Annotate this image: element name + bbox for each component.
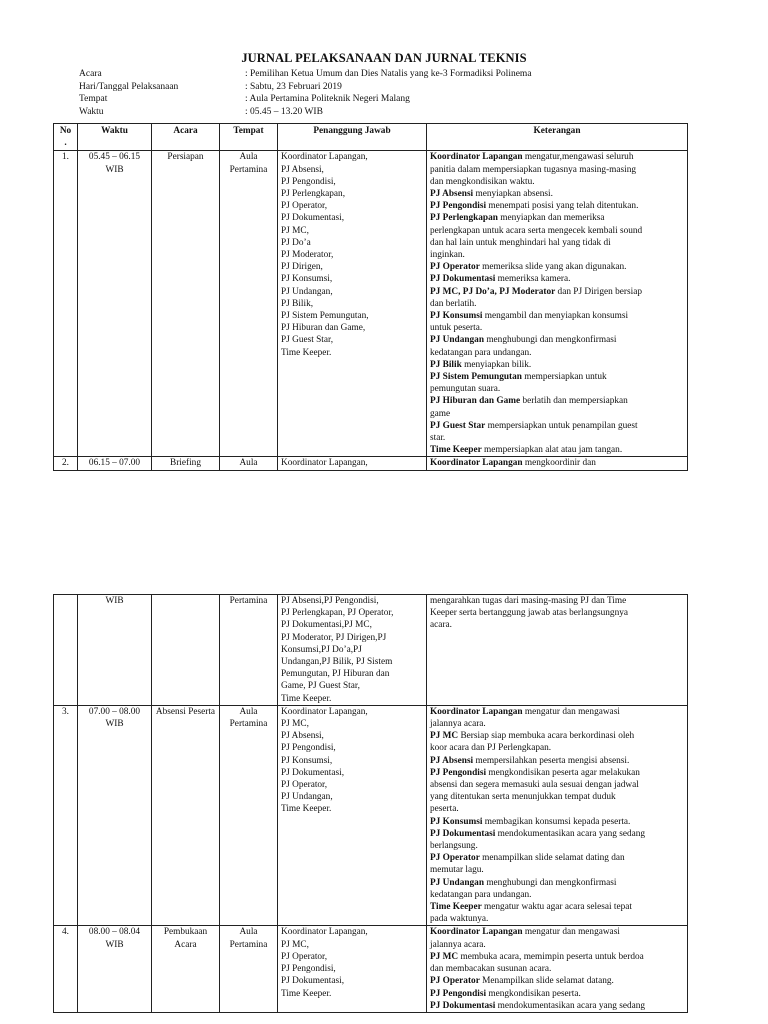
cell-waktu bbox=[78, 705, 152, 926]
pj-line: Time Keeper. bbox=[281, 804, 332, 815]
keterangan-line: dan mengkondisikan waktu. bbox=[430, 176, 535, 187]
waktu-line: WIB bbox=[105, 719, 124, 730]
pj-line: PJ Pengondisi, bbox=[281, 743, 336, 754]
keterangan-line: game bbox=[430, 408, 451, 419]
keterangan-line: PJ MC membuka acara, memimpin peserta untuk berdoa bbox=[430, 951, 644, 962]
keterangan-role: PJ Absensi bbox=[430, 189, 474, 200]
cell-acara: Absensi Peserta bbox=[152, 705, 220, 926]
cell-tempat bbox=[220, 705, 278, 926]
pj-line: Koordinator Lapangan, bbox=[281, 152, 368, 163]
waktu-line: WIB bbox=[105, 164, 124, 175]
keterangan-line: acara. bbox=[430, 620, 452, 631]
keterangan-line: Koordinator Lapangan mengatur dan mengawasi bbox=[430, 706, 620, 717]
pj-line: Koordinator Lapangan, bbox=[281, 458, 368, 469]
table-row bbox=[54, 151, 688, 457]
meta-value: : Aula Pertamina Politeknik Negeri Malang bbox=[245, 94, 410, 104]
keterangan-line: PJ Perlengkapan menyiapkan dan memeriksa bbox=[430, 213, 605, 224]
header-acara: Acara bbox=[152, 124, 220, 151]
keterangan-role: PJ Pengondisi bbox=[430, 201, 487, 212]
keterangan-line: PJ Dokumentasi memeriksa kamera. bbox=[430, 274, 571, 285]
pj-line: PJ Perlengkapan, bbox=[281, 189, 346, 200]
cell-tempat bbox=[220, 151, 278, 457]
keterangan-role: Koordinator Lapangan bbox=[430, 927, 523, 938]
meta-label: Waktu bbox=[79, 106, 104, 117]
cell-keterangan bbox=[427, 595, 688, 706]
cell-no: 3. bbox=[54, 705, 78, 926]
cell-penanggung-jawab bbox=[278, 705, 427, 926]
table-row bbox=[54, 926, 688, 1012]
pj-line: PJ Dokumentasi, bbox=[281, 976, 345, 987]
keterangan-line: mengarahkan tugas dari masing-masing PJ dan Time bbox=[430, 596, 627, 606]
pj-line: PJ Dokumentasi, bbox=[281, 213, 345, 224]
meta-value: : 05.45 – 13.20 WIB bbox=[245, 106, 323, 117]
tempat-line: Aula bbox=[239, 458, 258, 469]
keterangan-line: star. bbox=[430, 433, 446, 444]
cell-no: 1. bbox=[54, 151, 78, 457]
tempat-line: Pertamina bbox=[229, 719, 268, 730]
keterangan-line: dan hal lain untuk menghindari hal yang tidak di bbox=[430, 237, 611, 248]
pj-line: Time Keeper. bbox=[281, 988, 332, 999]
keterangan-line: Keeper serta bertanggung jawab atas berlangsungnya bbox=[430, 608, 628, 619]
keterangan-role: PJ Operator bbox=[430, 976, 480, 987]
keterangan-role: PJ Hiburan dan Game bbox=[430, 396, 521, 407]
pj-line: Game, PJ Guest Star, bbox=[281, 681, 360, 692]
cell-penanggung-jawab bbox=[278, 926, 427, 1012]
cell-tempat bbox=[220, 457, 278, 470]
keterangan-line: absensi dan segera memasuki aula sesuai dengan jadwal bbox=[430, 780, 639, 791]
table-row bbox=[54, 595, 688, 706]
keterangan-line: peserta. bbox=[430, 804, 459, 815]
waktu-line: 06.15 – 07.00 bbox=[88, 458, 141, 469]
keterangan-line: PJ Dokumentasi mendokumentasikan acara yang sedang bbox=[430, 1000, 646, 1011]
waktu-line: 07.00 – 08.00 bbox=[88, 706, 141, 717]
journal-table-page2 bbox=[53, 594, 688, 1013]
keterangan-role: PJ MC bbox=[430, 951, 459, 962]
cell-no: 4. bbox=[54, 926, 78, 1012]
waktu-line: 05.45 – 06.15 bbox=[88, 152, 141, 163]
keterangan-line: kedatangan para undangan. bbox=[430, 889, 532, 900]
meta-label: Tempat bbox=[79, 94, 108, 104]
cell-penanggung-jawab bbox=[278, 151, 427, 457]
keterangan-role: PJ Operator bbox=[430, 853, 480, 864]
pj-line: PJ Guest Star, bbox=[281, 335, 334, 346]
cell-tempat bbox=[220, 595, 278, 706]
keterangan-line: PJ Konsumsi membagikan konsumsi kepada peserta. bbox=[430, 816, 631, 827]
keterangan-role: Koordinator Lapangan bbox=[430, 706, 523, 717]
keterangan-line: PJ Operator Menampilkan slide selamat datang. bbox=[430, 976, 614, 987]
keterangan-line: dan membacakan susunan acara. bbox=[430, 964, 552, 975]
cell-waktu bbox=[78, 151, 152, 457]
pj-line: Time Keeper. bbox=[281, 693, 332, 704]
keterangan-line: PJ MC Bersiap siap membuka acara berkordinasi oleh bbox=[430, 731, 635, 742]
document-title: JURNAL PELAKSANAAN DAN JURNAL TEKNIS bbox=[241, 51, 527, 65]
pj-line: Konsumsi,PJ Do’a,PJ bbox=[281, 644, 362, 655]
pj-line: PJ Absensi,PJ Pengondisi, bbox=[281, 596, 379, 606]
table-header-row bbox=[54, 124, 688, 151]
pj-line: Time Keeper. bbox=[281, 347, 332, 358]
keterangan-role: PJ Sistem Pemungutan bbox=[430, 372, 522, 383]
pj-line: PJ Operator, bbox=[281, 201, 328, 212]
keterangan-line: panitia dalam mempersiapkan tugasnya masing-masing bbox=[430, 164, 637, 175]
pj-line: PJ Konsumsi, bbox=[281, 755, 333, 766]
tempat-line: Aula bbox=[239, 927, 258, 938]
keterangan-line: PJ Operator menampilkan slide selamat dating dan bbox=[430, 853, 625, 864]
keterangan-line: yang ditentukan serta menunjukkan tempat duduk bbox=[430, 792, 616, 803]
pj-line: Koordinator Lapangan, bbox=[281, 706, 368, 717]
pj-line: PJ Moderator, bbox=[281, 250, 334, 261]
keterangan-line: PJ Undangan menghubungi dan mengkonfirmasi bbox=[430, 335, 617, 346]
cell-penanggung-jawab bbox=[278, 457, 427, 470]
keterangan-line: pemungutan suara. bbox=[430, 384, 501, 395]
cell-waktu bbox=[78, 595, 152, 706]
cell-waktu bbox=[78, 457, 152, 470]
keterangan-role: Koordinator Lapangan bbox=[430, 152, 523, 163]
cell-no bbox=[54, 595, 78, 706]
keterangan-role: PJ Dokumentasi bbox=[430, 828, 496, 839]
keterangan-line: dan berlatih. bbox=[430, 298, 477, 309]
cell-acara: Briefing bbox=[152, 457, 220, 470]
keterangan-line: inginkan. bbox=[430, 250, 465, 261]
keterangan-role: PJ Dokumentasi bbox=[430, 274, 496, 285]
pj-line: Undangan,PJ Bilik, PJ Sistem bbox=[281, 657, 393, 668]
table-row bbox=[54, 457, 688, 470]
keterangan-role: PJ Guest Star bbox=[430, 420, 486, 431]
keterangan-line: PJ Pengondisi mengkondisikan peserta. bbox=[430, 988, 581, 999]
tempat-line: Aula bbox=[239, 152, 258, 163]
keterangan-line: koor acara dan PJ Perlengkapan. bbox=[430, 743, 552, 754]
keterangan-role: PJ Konsumsi bbox=[430, 311, 483, 322]
pj-line: PJ MC, bbox=[281, 719, 309, 730]
cell-acara: Persiapan bbox=[152, 151, 220, 457]
keterangan-role: PJ Pengondisi bbox=[430, 767, 487, 778]
meta-value: : Sabtu, 23 Februari 2019 bbox=[245, 81, 342, 92]
keterangan-role: PJ Konsumsi bbox=[430, 816, 483, 827]
waktu-line: 08.00 – 08.04 bbox=[88, 927, 141, 938]
pj-line: PJ Operator, bbox=[281, 780, 328, 791]
meta-value: : Pemilihan Ketua Umum dan Dies Natalis yang ke-3 Formadiksi Polinema bbox=[245, 69, 532, 79]
pj-line: PJ Operator, bbox=[281, 951, 328, 962]
pj-line: PJ Moderator, PJ Dirigen,PJ bbox=[281, 632, 387, 643]
pj-line: PJ Sistem Pemungutan, bbox=[281, 311, 369, 322]
keterangan-role: PJ MC, PJ Do’a, PJ Moderator bbox=[430, 286, 556, 297]
keterangan-role: PJ Pengondisi bbox=[430, 988, 487, 999]
keterangan-role: PJ Perlengkapan bbox=[430, 213, 498, 224]
pj-line: PJ Pengondisi, bbox=[281, 964, 336, 975]
keterangan-role: PJ Undangan bbox=[430, 877, 484, 888]
pj-line: PJ MC, bbox=[281, 939, 309, 950]
pj-line: PJ Dokumentasi,PJ MC, bbox=[281, 620, 372, 631]
keterangan-role: PJ Dokumentasi bbox=[430, 1000, 496, 1011]
keterangan-line: Koordinator Lapangan mengatur dan mengawasi bbox=[430, 927, 620, 938]
pj-line: PJ Bilik, bbox=[281, 298, 314, 309]
meta-label: Acara bbox=[79, 69, 102, 79]
keterangan-line: PJ Guest Star mempersiapkan untuk penampilan guest bbox=[430, 420, 638, 431]
pj-line: PJ Absensi, bbox=[281, 731, 324, 742]
keterangan-line: PJ Dokumentasi mendokumentasikan acara yang sedang bbox=[430, 828, 646, 839]
header-tempat: Tempat bbox=[220, 124, 278, 151]
cell-penanggung-jawab bbox=[278, 595, 427, 706]
pj-line: Pemungutan, PJ Hiburan dan bbox=[281, 669, 390, 680]
keterangan-line: berlangsung. bbox=[430, 841, 478, 852]
meta-row bbox=[79, 68, 532, 81]
keterangan-line: PJ Pengondisi mengkondisikan peserta agar melakukan bbox=[430, 767, 640, 778]
keterangan-line: PJ Sistem Pemungutan mempersiapkan untuk bbox=[430, 372, 607, 383]
pj-line: PJ Dokumentasi, bbox=[281, 767, 345, 778]
keterangan-line: PJ Bilik menyiapkan bilik. bbox=[430, 359, 532, 370]
keterangan-line: kedatangan para undangan. bbox=[430, 347, 532, 358]
pj-line: PJ Absensi, bbox=[281, 164, 324, 175]
pj-line: PJ Undangan, bbox=[281, 792, 333, 803]
tempat-line: Pertamina bbox=[229, 939, 268, 950]
keterangan-line: perlengkapan untuk acara serta mengecek kembali sound bbox=[430, 225, 643, 236]
cell-no: 2. bbox=[54, 457, 78, 470]
keterangan-line: PJ Absensi mempersilahkan peserta mengisi absensi. bbox=[430, 755, 630, 766]
cell-keterangan bbox=[427, 151, 688, 457]
keterangan-role: PJ Absensi bbox=[430, 755, 474, 766]
pj-line: PJ Perlengkapan, PJ Operator, bbox=[281, 608, 394, 619]
keterangan-line: Time Keeper mengatur waktu agar acara selesai tepat bbox=[430, 902, 632, 913]
keterangan-line: PJ Konsumsi mengambil dan menyiapkan konsumsi bbox=[430, 311, 629, 322]
keterangan-line: jalannya acara. bbox=[430, 719, 486, 730]
tempat-line: Aula bbox=[239, 706, 258, 717]
keterangan-line: Koordinator Lapangan mengkoordinir dan bbox=[430, 458, 596, 469]
header-no: No . bbox=[54, 124, 78, 151]
keterangan-line: PJ Operator memeriksa slide yang akan digunakan. bbox=[430, 262, 627, 273]
keterangan-role: Koordinator Lapangan bbox=[430, 458, 523, 469]
journal-table-page1 bbox=[53, 123, 688, 471]
keterangan-line: PJ Absensi menyiapkan absensi. bbox=[430, 189, 553, 200]
waktu-line: WIB bbox=[105, 596, 124, 606]
keterangan-role: PJ Operator bbox=[430, 262, 480, 273]
pj-line: PJ MC, bbox=[281, 225, 309, 236]
keterangan-role: PJ Bilik bbox=[430, 359, 462, 370]
keterangan-line: pada waktunya. bbox=[430, 914, 489, 925]
pj-line: Koordinator Lapangan, bbox=[281, 927, 368, 938]
meta-label: Hari/Tanggal Pelaksanaan bbox=[79, 81, 179, 92]
keterangan-role: PJ MC bbox=[430, 731, 459, 742]
event-meta bbox=[79, 68, 532, 118]
header-keterangan: Keterangan bbox=[427, 124, 688, 151]
tempat-line: Pertamina bbox=[229, 164, 268, 175]
keterangan-line: Time Keeper mempersiapkan alat atau jam tangan. bbox=[430, 445, 623, 456]
keterangan-role: Time Keeper bbox=[430, 902, 482, 913]
waktu-line: WIB bbox=[105, 939, 124, 950]
header-penanggung-jawab: Penanggung Jawab bbox=[278, 124, 427, 151]
keterangan-line: PJ Hiburan dan Game berlatih dan mempersiapkan bbox=[430, 396, 628, 407]
keterangan-line: PJ MC, PJ Do’a, PJ Moderator dan PJ Dirigen bersiap bbox=[430, 286, 642, 297]
keterangan-line: jalannya acara. bbox=[430, 939, 486, 950]
cell-acara bbox=[152, 595, 220, 706]
pj-line: PJ Do’a bbox=[281, 237, 311, 248]
pj-line: PJ Konsumsi, bbox=[281, 274, 333, 285]
cell-acara: Pembukaan Acara bbox=[152, 926, 220, 1012]
keterangan-line: memutar lagu. bbox=[430, 865, 484, 876]
keterangan-role: PJ Undangan bbox=[430, 335, 484, 346]
cell-keterangan bbox=[427, 457, 688, 470]
keterangan-line: untuk peserta. bbox=[430, 323, 483, 334]
keterangan-line: Koordinator Lapangan mengatur,mengawasi seluruh bbox=[430, 152, 634, 163]
keterangan-line: PJ Pengondisi menempati posisi yang telah ditentukan. bbox=[430, 201, 639, 212]
meta-row bbox=[79, 106, 532, 119]
pj-line: PJ Undangan, bbox=[281, 286, 333, 297]
pj-line: PJ Hiburan dan Game, bbox=[281, 323, 366, 334]
cell-tempat bbox=[220, 926, 278, 1012]
pj-line: PJ Dirigen, bbox=[281, 262, 323, 273]
header-waktu: Waktu bbox=[78, 124, 152, 151]
cell-waktu bbox=[78, 926, 152, 1012]
keterangan-line: PJ Undangan menghubungi dan mengkonfirmasi bbox=[430, 877, 617, 888]
tempat-line: Pertamina bbox=[229, 596, 268, 606]
table-row bbox=[54, 705, 688, 926]
pj-line: PJ Pengondisi, bbox=[281, 176, 336, 187]
cell-keterangan bbox=[427, 705, 688, 926]
meta-row bbox=[79, 81, 532, 94]
keterangan-role: Time Keeper bbox=[430, 445, 482, 456]
cell-keterangan bbox=[427, 926, 688, 1012]
meta-row bbox=[79, 93, 532, 106]
